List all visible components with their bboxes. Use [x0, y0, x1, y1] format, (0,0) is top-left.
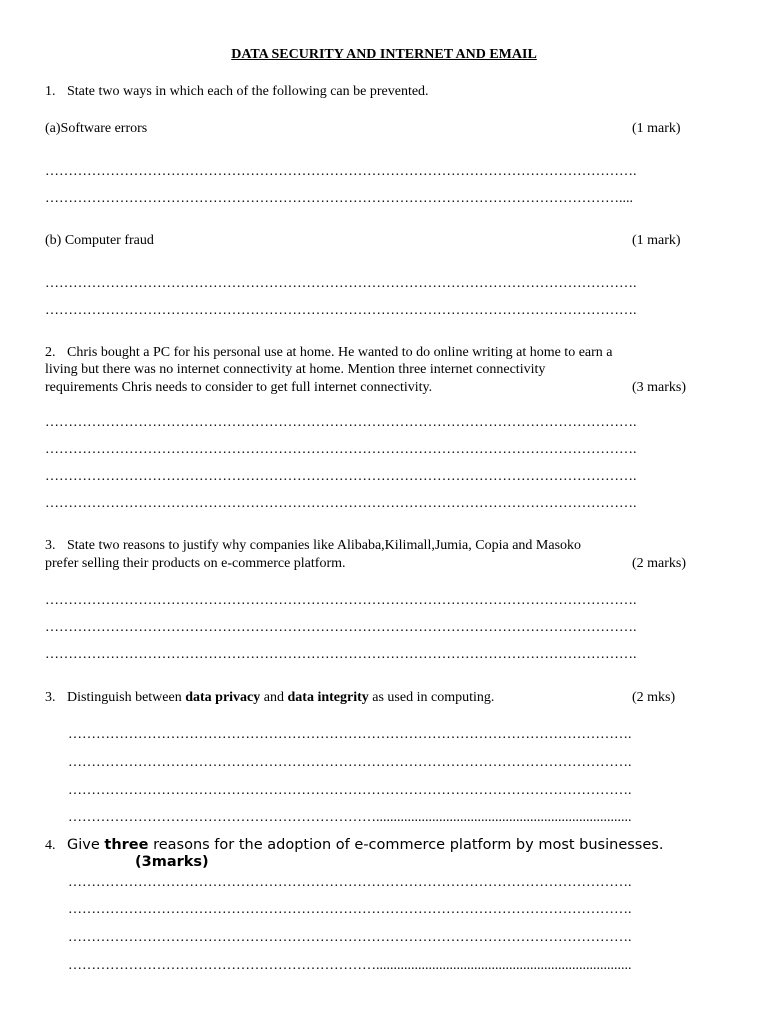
- question-4: [45, 837, 663, 854]
- question-1a-label: (a)Software errors: [45, 121, 148, 136]
- answer-line[interactable]: ……………………………………………………………………………………………………………….: [45, 593, 637, 608]
- question-text: Chris bought a PC for his personal use at home. He wanted to do online writing at home to earn a: [67, 345, 613, 360]
- question-text: State two reasons to justify why companies like Alibaba,Kilimall,Jumia, Copia and Masoko: [67, 538, 582, 553]
- question-text: State two ways in which each of the following can be prevented.: [67, 84, 429, 99]
- question-3b: [45, 690, 494, 706]
- answer-line[interactable]: ………………………………………………………….........................................................................: [68, 958, 632, 973]
- question-text: and: [260, 690, 288, 705]
- question-3a-marks: (2 marks): [632, 556, 687, 571]
- answer-line[interactable]: ……………………………………………………………………………………………………………….: [45, 496, 637, 511]
- question-2-marks: (3 marks): [632, 380, 687, 395]
- question-4-marks: (3marks): [135, 854, 209, 870]
- answer-line[interactable]: ………………………………………………………………………………………………………….: [68, 755, 632, 770]
- question-3a-line-2: prefer selling their products on e-commerce platform.: [45, 556, 346, 571]
- question-1b-marks: (1 mark): [632, 233, 681, 248]
- answer-line[interactable]: ……………………………………………………………………………………………………………….: [45, 620, 637, 635]
- term-data-privacy: data privacy: [185, 690, 261, 705]
- question-text: Distinguish between: [67, 690, 186, 705]
- answer-line[interactable]: ……………………………………………………………………………………………………………….: [45, 164, 637, 179]
- question-1a-marks: (1 mark): [632, 121, 681, 136]
- question-text: Give: [67, 837, 105, 853]
- question-2-line-2: living but there was no internet connectivity at home. Mention three internet connectivity: [45, 362, 546, 377]
- question-number: 3.: [45, 690, 56, 705]
- question-3b-marks: (2 mks): [632, 690, 676, 705]
- question-number: 3.: [45, 538, 56, 553]
- question-1: [45, 84, 429, 100]
- question-number: 2.: [45, 345, 56, 360]
- answer-line[interactable]: ……………………………………………………………………………………………………………….: [45, 442, 637, 457]
- answer-line[interactable]: ……………………………………………………………………………………………………………....: [45, 191, 633, 206]
- question-number: 4.: [45, 838, 56, 853]
- question-text: as used in computing.: [368, 690, 495, 705]
- question-3a-line-1: [45, 538, 581, 554]
- answer-line[interactable]: ………………………………………………………………………………………………………….: [68, 930, 632, 945]
- question-2-line-3: requirements Chris needs to consider to get full internet connectivity.: [45, 380, 433, 395]
- question-2-line-1: [45, 345, 613, 361]
- answer-line[interactable]: ………………………………………………………….........................................................................: [68, 810, 632, 825]
- answer-line[interactable]: ……………………………………………………………………………………………………………….: [45, 415, 637, 430]
- page-title: DATA SECURITY AND INTERNET AND EMAIL: [231, 47, 537, 62]
- answer-line[interactable]: ……………………………………………………………………………………………………………….: [45, 303, 637, 318]
- answer-line[interactable]: ………………………………………………………………………………………………………….: [68, 783, 632, 798]
- answer-line[interactable]: ……………………………………………………………………………………………………………….: [45, 276, 637, 291]
- answer-line[interactable]: ………………………………………………………………………………………………………….: [68, 727, 632, 742]
- term-three: three: [104, 837, 149, 853]
- answer-line[interactable]: ……………………………………………………………………………………………………………….: [45, 469, 637, 484]
- answer-line[interactable]: ……………………………………………………………………………………………………………….: [45, 647, 637, 662]
- answer-line[interactable]: ………………………………………………………………………………………………………….: [68, 875, 632, 890]
- term-data-integrity: data integrity: [287, 690, 369, 705]
- question-number: 1.: [45, 84, 56, 99]
- question-1b-label: (b) Computer fraud: [45, 233, 154, 248]
- question-text: reasons for the adoption of e-commerce platform by most businesses.: [148, 837, 664, 853]
- answer-line[interactable]: ………………………………………………………………………………………………………….: [68, 902, 632, 917]
